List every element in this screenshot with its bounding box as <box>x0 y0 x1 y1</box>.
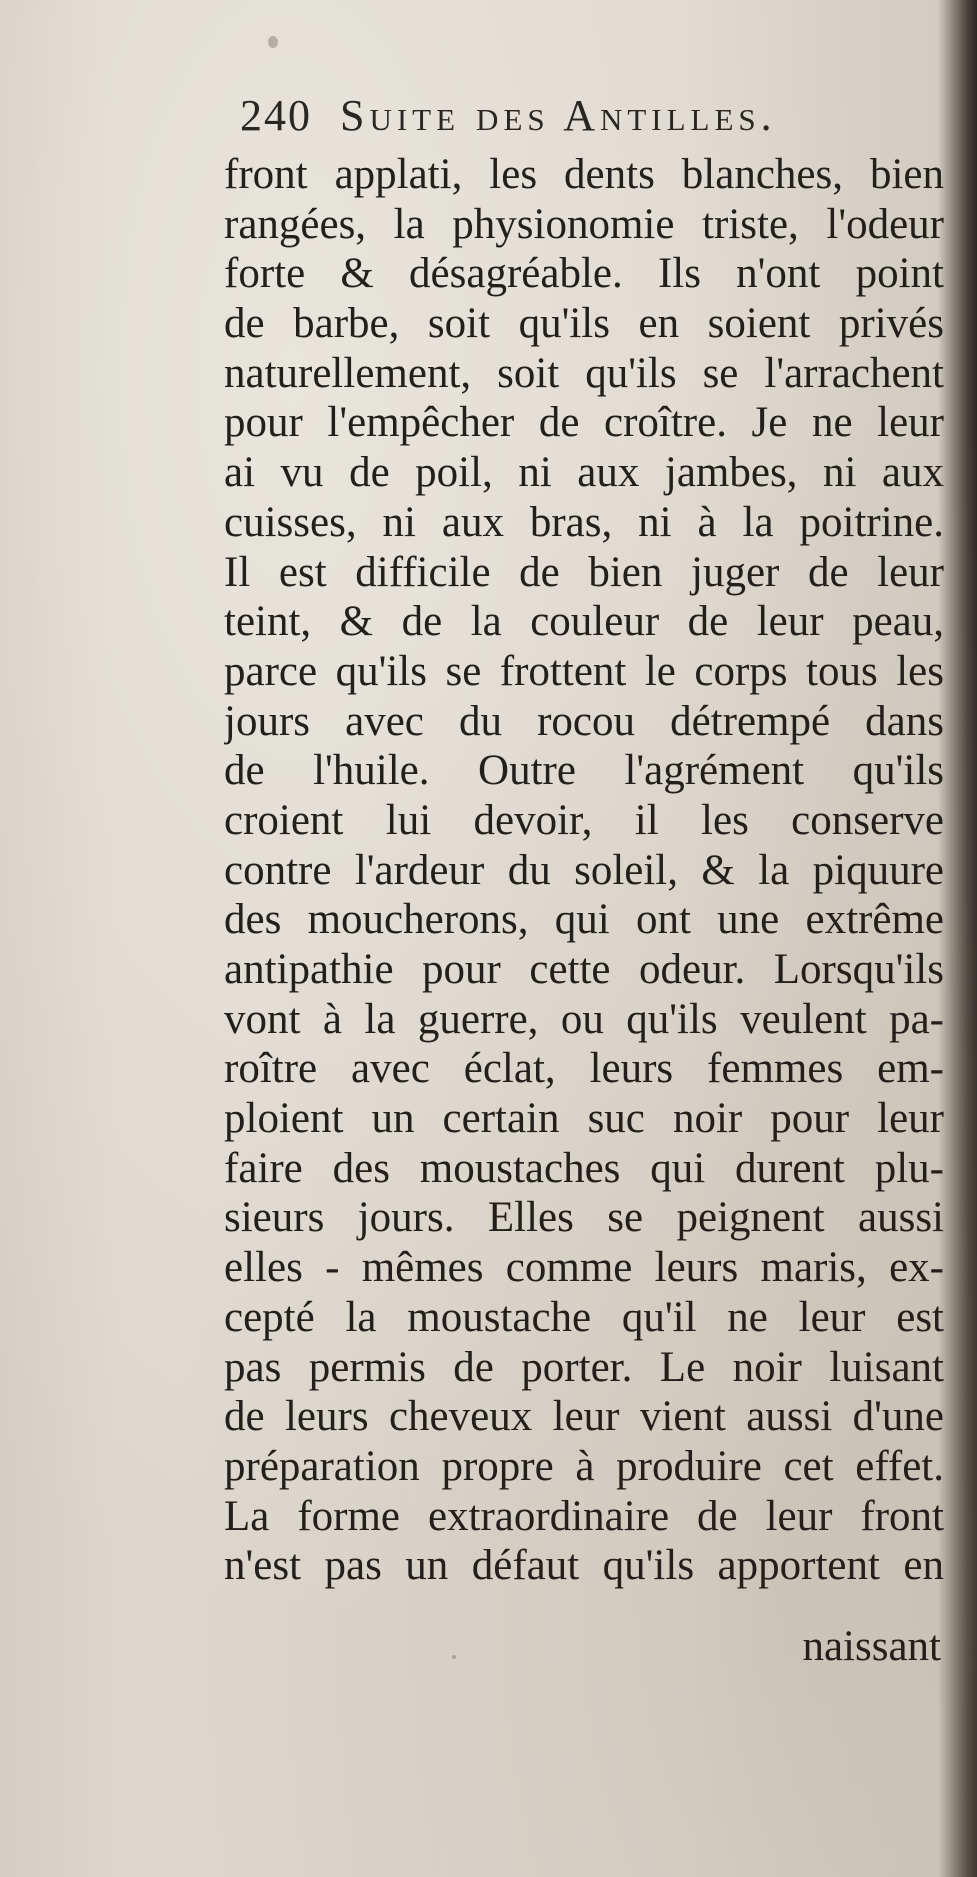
text-line: n'est pas un défaut qu'ils apportent en <box>224 1542 944 1590</box>
text-line: cuisses, ni aux bras, ni à la poitrine. <box>224 498 944 546</box>
text-line: parce qu'ils se frottent le corps tous les <box>224 647 944 695</box>
text-line: Il est difficile de bien juger de leur <box>224 548 944 596</box>
text-line: de l'huile. Outre l'agrément qu'ils <box>224 747 944 795</box>
text-line: ploient un certain suc noir pour leur <box>224 1095 944 1143</box>
text-line: des moucherons, qui ont une extrême <box>224 896 944 944</box>
text-line: teint, & de la couleur de leur peau, <box>224 598 944 646</box>
text-line: croient lui devoir, il les conserve <box>224 796 944 844</box>
text-line: roître avec éclat, leurs femmes em- <box>224 1045 944 1093</box>
text-line: antipathie pour cette odeur. Lorsqu'ils <box>224 946 944 993</box>
page-number: 240 <box>240 91 312 140</box>
text-line: faire des moustaches qui durent plu- <box>224 1144 944 1192</box>
text-line: de barbe, soit qu'ils en soient privés <box>224 300 944 348</box>
paper-spot <box>452 1655 456 1659</box>
text-line: de leurs cheveux leur vient aussi d'une <box>224 1393 944 1441</box>
text-line: contre l'ardeur du soleil, & la piquure <box>224 846 944 894</box>
text-line: ai vu de poil, ni aux jambes, ni aux <box>224 449 944 497</box>
catchword: naissant <box>802 1623 941 1670</box>
text-line: forte & désagréable. Ils n'ont point <box>224 250 944 298</box>
text-line: sieurs jours. Elles se peignent aussi <box>224 1194 944 1242</box>
text-line: pas permis de porter. Le noir luisant <box>224 1343 944 1391</box>
text-line: naturellement, soit qu'ils se l'arrachent <box>224 349 944 397</box>
running-header <box>240 90 940 146</box>
text-line: jours avec du rocou détrempé dans <box>224 697 944 745</box>
paper-spot <box>268 36 278 48</box>
text-line: vont à la guerre, ou qu'ils veulent pa- <box>224 995 944 1043</box>
body-text <box>224 150 944 1591</box>
text-line: La forme extraordinaire de leur front <box>224 1492 944 1540</box>
text-line: rangées, la physionomie triste, l'odeur <box>224 200 944 248</box>
text-line: préparation propre à produire cet effet. <box>224 1442 944 1490</box>
text-line: cepté la moustache qu'il ne leur est <box>224 1293 944 1341</box>
text-line: pour l'empêcher de croître. Je ne leur <box>224 399 944 447</box>
text-line: elles - mêmes comme leurs maris, ex- <box>224 1244 944 1292</box>
running-title: Suite des Antilles. <box>340 91 777 140</box>
text-line: front applati, les dents blanches, bien <box>224 151 944 198</box>
